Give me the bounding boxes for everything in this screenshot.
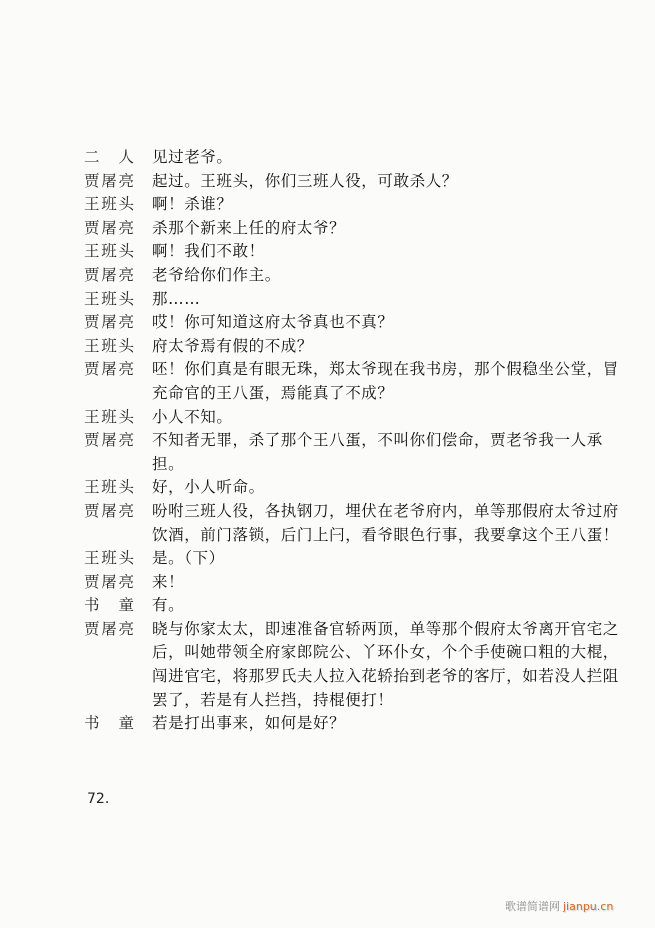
site-watermark bbox=[505, 898, 613, 914]
speaker-name: 王班头 bbox=[84, 242, 134, 261]
dialogue-line bbox=[84, 311, 624, 335]
speech-text: 起过。王班头，你们三班人役，可敢杀人？ bbox=[152, 171, 458, 190]
watermark-domain: jianpu.cn bbox=[563, 900, 614, 913]
speech-text: 吩咐三班人役，各执钢刀，埋伏在老爷府内，单等那假府太爷过府饮酒，前门落锁，后门上闩，看爷眼色行事，我要拿这个王八蛋！ bbox=[152, 501, 619, 544]
dialogue-line bbox=[84, 547, 624, 571]
speaker-name: 王班头 bbox=[84, 407, 134, 426]
speech-text: 小人不知。 bbox=[152, 407, 233, 426]
dialogue-line bbox=[84, 406, 624, 430]
speaker-name: 二 人 bbox=[84, 148, 134, 166]
speaker-name: 书 童 bbox=[84, 714, 134, 733]
dialogue-line bbox=[84, 500, 624, 547]
speaker-name: 王班头 bbox=[84, 549, 134, 568]
speaker-name: 贾屠亮 bbox=[84, 431, 134, 450]
speaker-name: 贾屠亮 bbox=[84, 572, 134, 591]
speech-text: 不知者无罪，杀了那个王八蛋，不叫你们偿命，贾老爷我一人承担。 bbox=[152, 431, 603, 473]
speaker-name: 王班头 bbox=[84, 336, 134, 355]
dialogue-line bbox=[84, 712, 624, 736]
speaker-name: 书 童 bbox=[84, 596, 134, 615]
speaker-name: 王班头 bbox=[84, 478, 134, 497]
speech-text: 若是打出事来，如何是好？ bbox=[152, 714, 346, 733]
speech-text: 啊！我们不敢！ bbox=[152, 242, 265, 261]
dialogue-line bbox=[84, 429, 624, 476]
dialogue-line bbox=[84, 193, 624, 217]
dialogue-line bbox=[84, 476, 624, 500]
speaker-name: 贾屠亮 bbox=[84, 313, 134, 332]
speech-text: 有。 bbox=[152, 596, 185, 615]
dialogue-line bbox=[84, 571, 624, 595]
dialogue-line bbox=[84, 170, 624, 194]
speech-text: 见过老爷。 bbox=[152, 148, 233, 166]
dialogue-line bbox=[84, 288, 624, 312]
speech-text: 是。（下） bbox=[152, 549, 225, 568]
page-number: 72. bbox=[87, 791, 110, 807]
speaker-name: 王班头 bbox=[84, 195, 134, 214]
speaker-name: 贾屠亮 bbox=[84, 501, 134, 520]
speech-text: 呸！你们真是有眼无珠，郑太爷现在我书房，那个假稳坐公堂，冒充命官的王八蛋，焉能真了不成？ bbox=[152, 360, 619, 402]
dialogue-line bbox=[84, 217, 624, 241]
speech-text: 府太爷焉有假的不成？ bbox=[152, 336, 314, 355]
speaker-name: 贾屠亮 bbox=[84, 218, 134, 237]
speech-text: 来！ bbox=[152, 572, 185, 591]
dialogue-line bbox=[84, 618, 624, 712]
speaker-name: 贾屠亮 bbox=[84, 619, 134, 638]
speech-text: 哎！你可知道这府太爷真也不真？ bbox=[152, 313, 394, 332]
speech-text: 晓与你家太太，即速准备官轿两顶，单等那个假府太爷离开官宅之后，叫她带领全府家郎院公、丫环仆女，个个手使碗口粗的大棍，闯进官宅，将那罗氏夫人拉入花轿抬到老爷的客厅，如若没人拦阻罢了，若是有人拦挡，持棍便打！ bbox=[152, 619, 619, 709]
speaker-name: 贾屠亮 bbox=[84, 265, 134, 284]
dialogue-line bbox=[84, 240, 624, 264]
speech-text: 那…… bbox=[152, 289, 201, 308]
dialogue-line bbox=[84, 358, 624, 405]
dialogue-line bbox=[84, 264, 624, 288]
script-dialogue bbox=[84, 146, 624, 736]
speech-text: 好，小人听命。 bbox=[152, 478, 265, 497]
speech-text: 老爷给你们作主。 bbox=[152, 265, 281, 284]
dialogue-line bbox=[84, 146, 624, 170]
speaker-name: 贾屠亮 bbox=[84, 360, 134, 379]
dialogue-line bbox=[84, 335, 624, 359]
watermark-chinese: 歌谱简谱网 bbox=[505, 900, 560, 913]
speech-text: 啊！杀谁？ bbox=[152, 195, 233, 214]
dialogue-line bbox=[84, 594, 624, 618]
speaker-name: 贾屠亮 bbox=[84, 171, 134, 190]
speaker-name: 王班头 bbox=[84, 289, 134, 308]
speech-text: 杀那个新来上任的府太爷？ bbox=[152, 218, 346, 237]
